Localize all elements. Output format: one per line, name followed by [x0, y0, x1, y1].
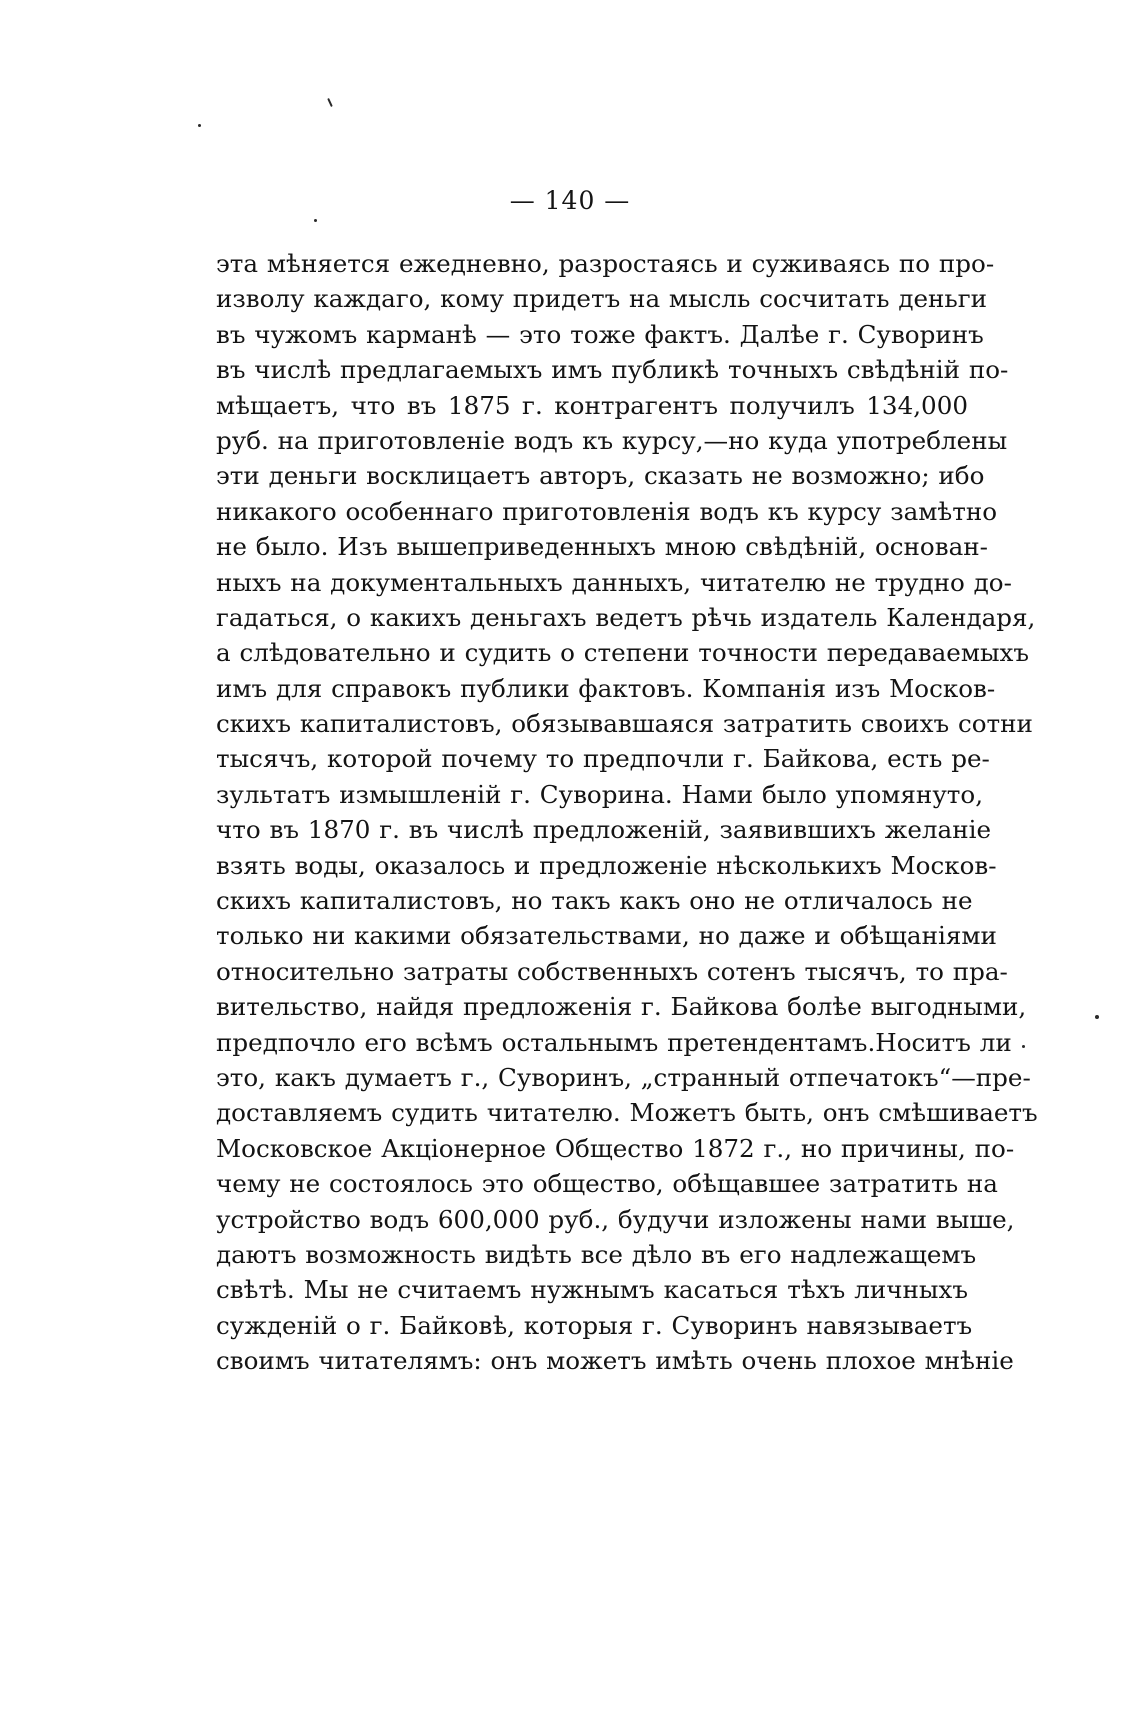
scan-speck: [1095, 1015, 1099, 1019]
text-line: доставляемъ судить читателю. Можетъ быть, онъ смѣшиваетъ: [216, 1098, 1038, 1128]
text-line: въ чужомъ карманѣ — это тоже фактъ. Далѣе г. Суворинъ: [216, 319, 984, 349]
body-text: [216, 246, 1038, 1379]
text-line: эти деньги восклицаетъ авторъ, сказать не возможно; ибо: [216, 461, 985, 491]
text-line: даютъ возможность видѣть все дѣло въ его надлежащемъ: [216, 1239, 977, 1269]
text-line: это, какъ думаетъ г., Суворинъ, „странный отпечатокъ“—пре-: [216, 1062, 1031, 1092]
text-line: никакого особеннаго приготовленія водъ къ курсу замѣтно: [216, 496, 998, 526]
text-line: не было. Изъ вышеприведенныхъ мною свѣдѣній, основан-: [216, 532, 988, 562]
scan-speck: [198, 124, 201, 127]
text-line: устройство водъ 600,000 руб., будучи изложены нами выше,: [216, 1204, 1015, 1234]
text-line: зультатъ измышленій г. Суворина. Нами было упомянуто,: [216, 779, 984, 809]
text-line: скихъ капиталистовъ, но такъ какъ оно не отличалось не: [216, 886, 973, 916]
scan-speck: [1022, 1045, 1025, 1048]
text-line: въ числѣ предлагаемыхъ имъ публикѣ точныхъ свѣдѣній по-: [216, 355, 1009, 385]
text-line: а слѣдовательно и судить о степени точности передаваемыхъ: [216, 638, 1030, 668]
text-line: Московское Акціонерное Общество 1872 г., но причины, по-: [216, 1133, 1015, 1163]
text-line: что въ 1870 г. въ числѣ предложеній, заявившихъ желаніе: [216, 815, 992, 845]
scan-speck: [314, 219, 317, 222]
text-line: скихъ капиталистовъ, обязывавшаяся затратить своихъ сотни: [216, 709, 1033, 739]
text-line: чему не состоялось это общество, обѣщавшее затратить на: [216, 1169, 998, 1199]
text-line: своимъ читателямъ: онъ можетъ имѣть очень плохое мнѣніе: [216, 1346, 1014, 1376]
text-line: сужденій о г. Байковѣ, которыя г. Суворинъ навязываетъ: [216, 1310, 973, 1340]
text-line: имъ для справокъ публики фактовъ. Компанія изъ Москов-: [216, 673, 996, 703]
text-line: предпочло его всѣмъ остальнымъ претендентамъ.Носитъ ли: [216, 1027, 1012, 1057]
text-line: мѣщаетъ, что въ 1875 г. контрагентъ получилъ 134,000: [216, 390, 968, 420]
text-line: тысячъ, которой почему то предпочли г. Байкова, есть ре-: [216, 744, 990, 774]
text-line: руб. на приготовленіе водъ къ курсу,—но куда употреблены: [216, 425, 1008, 455]
text-line: относительно затраты собственныхъ сотенъ тысячъ, то пра-: [216, 956, 1008, 986]
text-line: изволу каждаго, кому придетъ на мысль сосчитать деньги: [216, 284, 988, 314]
text-line: вительство, найдя предложенія г. Байкова болѣе выгодными,: [216, 992, 1027, 1022]
page-number: — 140 —: [509, 186, 631, 215]
text-line: гадаться, о какихъ деньгахъ ведетъ рѣчь издатель Календаря,: [216, 602, 1036, 632]
text-line: свѣтѣ. Мы не считаемъ нужнымъ касаться тѣхъ личныхъ: [216, 1275, 968, 1305]
text-line: только ни какими обязательствами, но даже и обѣщаніями: [216, 921, 997, 951]
text-line: ныхъ на документальныхъ данныхъ, читателю не трудно до-: [216, 567, 1012, 597]
text-line: эта мѣняется ежедневно, разростаясь и суживаясь по про-: [216, 249, 995, 278]
text-line: взять воды, оказалось и предложеніе нѣсколькихъ Москов-: [216, 850, 997, 880]
scan-speck: [327, 98, 333, 107]
